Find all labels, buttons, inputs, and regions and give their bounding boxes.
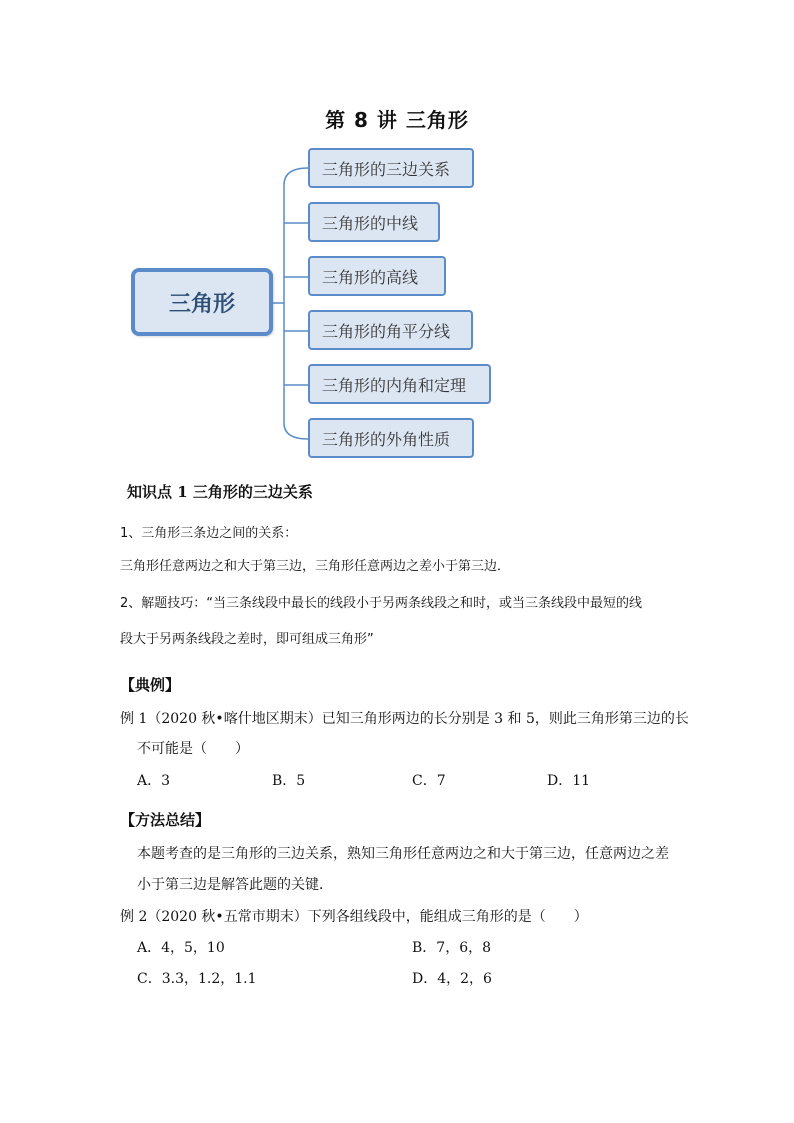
method-summary-heading: 【方法总结】 xyxy=(120,811,211,829)
point-1-detail: 三角形任意两边之和大于第三边，三角形任意两边之差小于第三边． xyxy=(120,559,511,574)
point-2-line-2: 段大于另两条线段之差时，即可组成三角形” xyxy=(120,632,374,647)
example-1-question-line-1: 例 1（2020 秋•喀什地区期末）已知三角形两边的长分别是 3 和 5，则此三角形第三边的长 xyxy=(120,711,689,727)
example-1-option-d: D．11 xyxy=(547,773,591,789)
example-2-option-b: B．7，6，8 xyxy=(412,940,492,956)
mindmap-branch-median: 三角形的中线 xyxy=(308,202,440,242)
point-1: 1、三角形三条边之间的关系： xyxy=(120,526,298,541)
example-1-option-b: B．5 xyxy=(272,773,306,789)
mindmap-branch-altitude: 三角形的高线 xyxy=(308,256,446,296)
example-1-question-line-2: 不可能是（ ） xyxy=(137,741,249,757)
example-2-option-c: C．3.3，1.2，1.1 xyxy=(137,971,257,987)
example-2-option-d: D．4，2，6 xyxy=(412,971,492,987)
example-heading: 【典例】 xyxy=(120,676,181,694)
mindmap-branch-interior-angles: 三角形的内角和定理 xyxy=(308,364,491,404)
example-1-option-a: A．3 xyxy=(137,773,171,789)
example-1-option-c: C．7 xyxy=(412,773,446,789)
method-summary-line-1: 本题考查的是三角形的三边关系，熟知三角形任意两边之和大于第三边，任意两边之差 xyxy=(137,846,669,862)
mindmap-branch-sides: 三角形的三边关系 xyxy=(308,148,474,188)
mindmap-center-node: 三角形 xyxy=(131,268,273,336)
section-heading: 知识点 1 三角形的三边关系 xyxy=(127,483,313,501)
page-title: 第 8 讲 三角形 xyxy=(325,108,469,132)
example-2-question: 例 2（2020 秋•五常市期末）下列各组线段中，能组成三角形的是（ ） xyxy=(120,909,588,925)
mindmap-branch-bisector: 三角形的角平分线 xyxy=(308,310,473,350)
method-summary-line-2: 小于第三边是解答此题的关键． xyxy=(137,877,333,893)
point-2-line-1: 2、解题技巧：“当三条线段中最长的线段小于另两条线段之和时，或当三条线段中最短的线 xyxy=(120,596,643,611)
example-2-option-a: A．4，5，10 xyxy=(137,940,225,956)
mindmap-branch-exterior-angles: 三角形的外角性质 xyxy=(308,418,474,458)
